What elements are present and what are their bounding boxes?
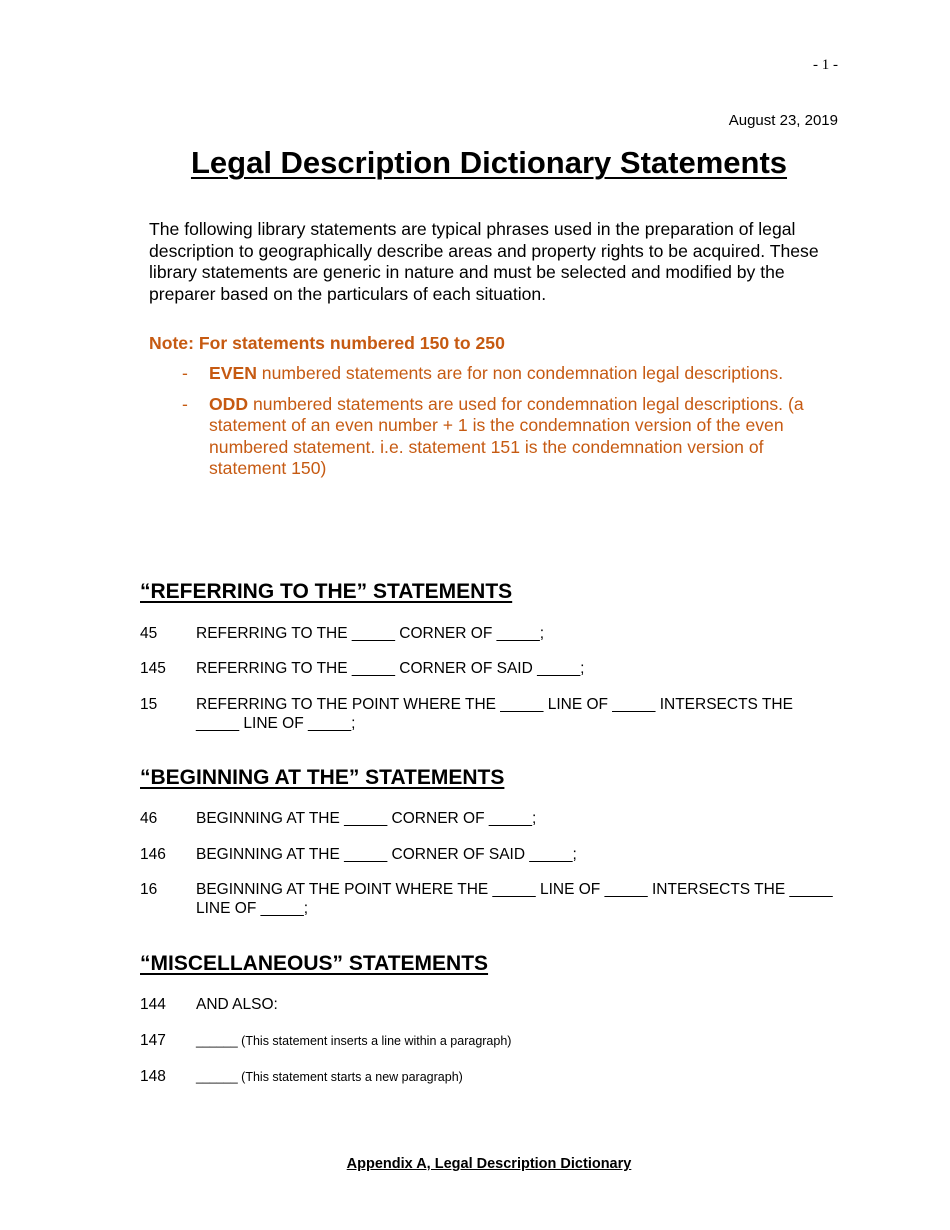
page-footer: Appendix A, Legal Description Dictionary [346,1156,632,1172]
statement-number: 146 [140,846,166,863]
note-keyword-even: EVEN [209,363,257,383]
statement-row [140,625,840,644]
note-block [149,332,849,489]
intro-paragraph: The following library statements are typical phrases used in the preparation of legal description to geographically describe areas and property rights to be acquired. These library statements are generic in nature and must be selected and modified by the preparer based on the particulars of each situation. [149,219,819,304]
page-title: Legal Description Dictionary Statements [190,145,788,180]
statement-text: BEGINNING AT THE _____ CORNER OF SAID _____; [196,846,577,863]
statement-number: 144 [140,996,166,1013]
note-text-odd: numbered statements are used for condemnation legal descriptions. (a statement of an even number + 1 is the condemnation version of the even numbered statement. i.e. statement 151 is the condemnation version of statement 150) [209,393,804,478]
statement-text: REFERRING TO THE _____ CORNER OF SAID _____; [196,660,585,677]
statement-number: 45 [140,625,158,642]
statement-text: BEGINNING AT THE _____ CORNER OF _____; [196,810,537,827]
statement-number: 148 [140,1068,166,1085]
section-heading-miscellaneous: “MISCELLANEOUS” STATEMENTS [140,952,489,975]
statement-text: REFERRING TO THE POINT WHERE THE _____ LINE OF _____ INTERSECTS THE _____ LINE OF _____; [196,696,793,732]
section-heading-referring: “REFERRING TO THE” STATEMENTS [140,580,513,603]
statement-text: ______ (This statement starts a new paragraph) [196,1070,463,1084]
statement-number: 147 [140,1032,166,1049]
statement-row [140,696,840,733]
statement-number: 46 [140,810,158,827]
list-dash: - [182,363,188,383]
statement-text: BEGINNING AT THE POINT WHERE THE _____ LINE OF _____ INTERSECTS THE _____ LINE OF _____; [196,881,833,917]
statement-row [140,660,840,679]
statement-number: 15 [140,696,158,713]
statement-row [140,846,840,865]
statement-number: 145 [140,660,166,677]
document-date: August 23, 2019 [728,112,838,129]
page-number: - 1 - [813,57,838,73]
list-dash: - [182,393,188,414]
statement-text: ______ (This statement inserts a line within a paragraph) [196,1034,512,1048]
statement-text: AND ALSO: [196,996,278,1013]
statement-row [140,1032,840,1051]
statement-row [140,810,840,829]
statement-row [140,996,840,1015]
note-text-even: numbered statements are for non condemnation legal descriptions. [256,363,784,383]
statement-number: 16 [140,881,158,898]
section-heading-beginning: “BEGINNING AT THE” STATEMENTS [140,766,505,789]
note-item-even [149,363,834,385]
statement-row [140,1068,840,1087]
note-keyword-odd: ODD [209,393,249,414]
note-heading: Note: For statements numbered 150 to 250 [149,333,505,353]
statement-text: REFERRING TO THE _____ CORNER OF _____; [196,625,545,642]
statement-row [140,881,840,918]
note-item-odd [149,394,834,480]
